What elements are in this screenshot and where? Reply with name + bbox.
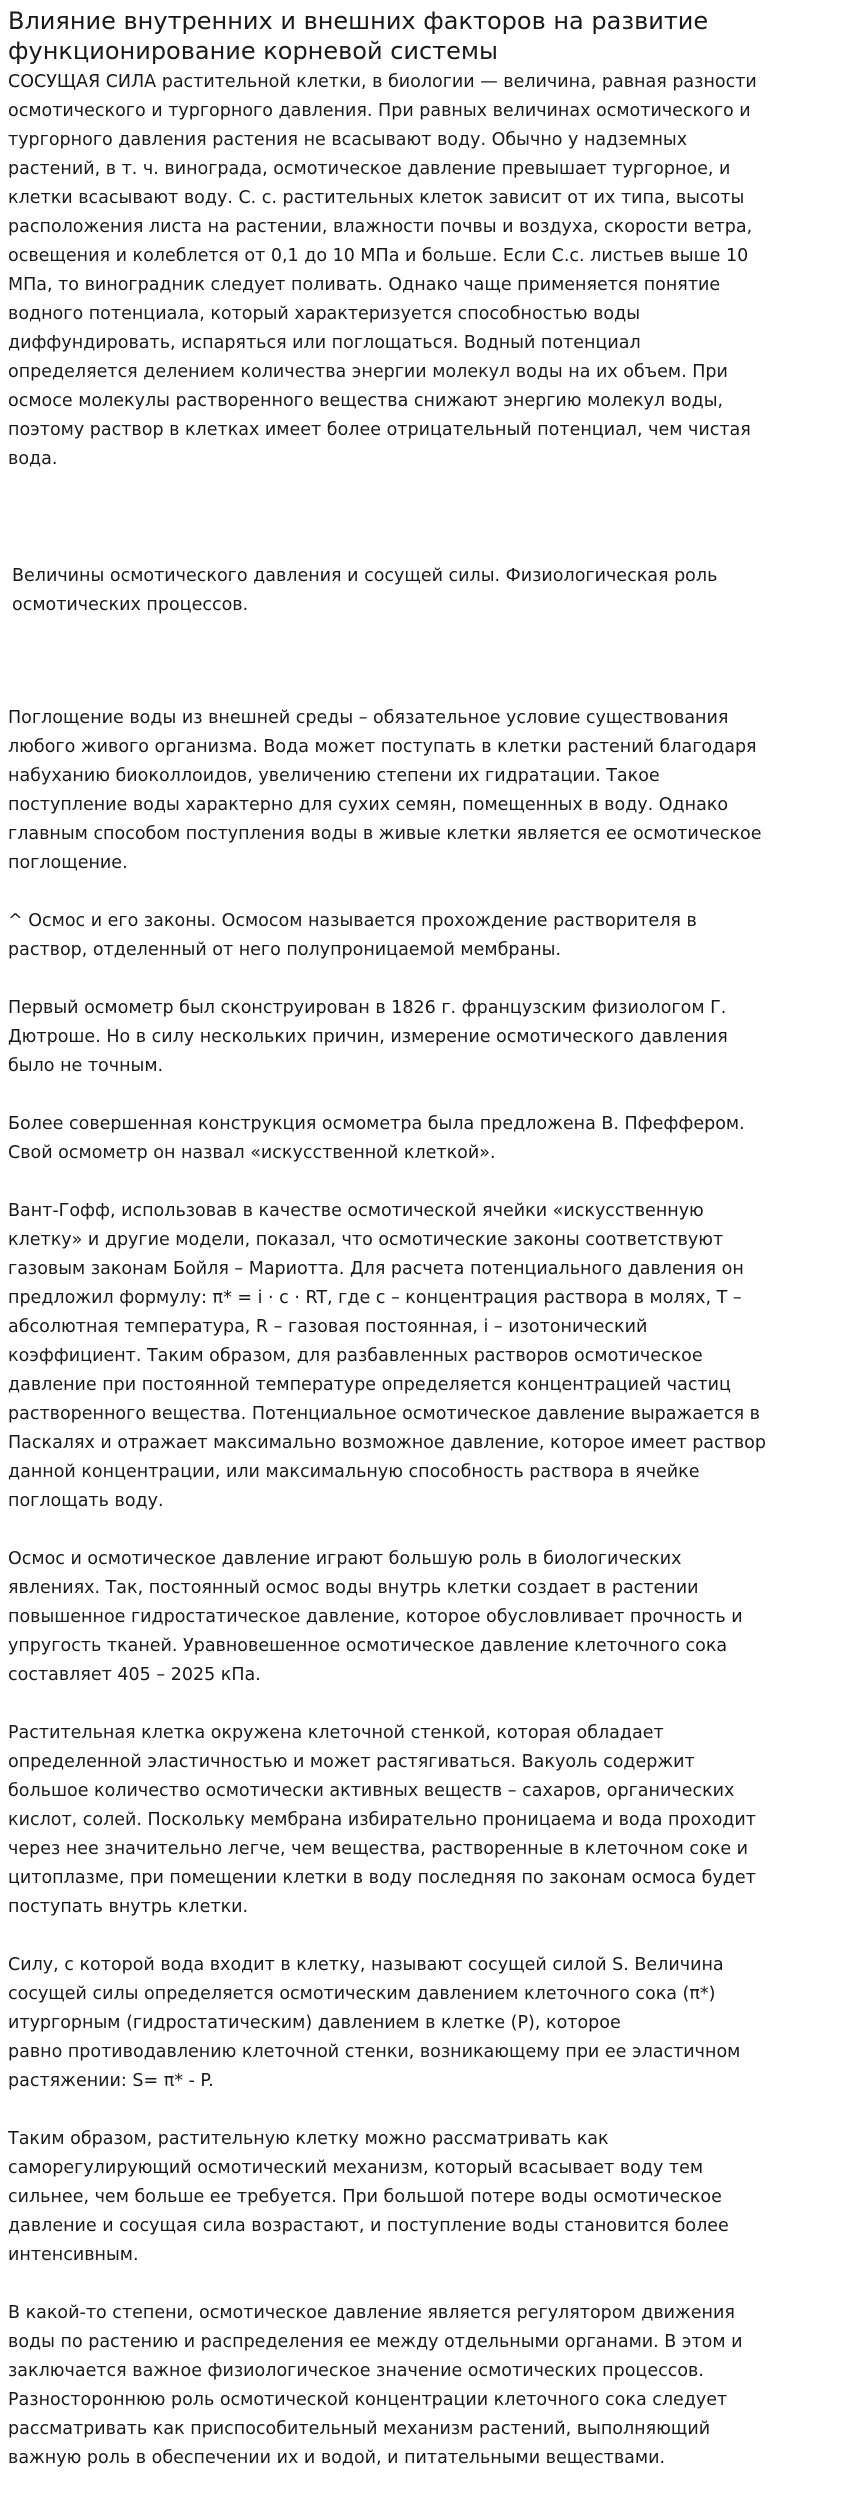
body-paragraph: Таким образом, растительную клетку можно рассматривать как саморегулирующий осмотический механизм, который всасывает воду тем сильнее, чем больше ее требуется. При большой потере воды осмотическое давление и сосущая сила возрастают, и поступление воды становится более интенсивным. [8,2129,729,2265]
body-paragraph: Силу, с которой вода входит в клетку, называют сосущей силой S. Величина сосущей силы определяется осмотическим давлением клеточного сока (π*) итургорным (гидростатическим) давлением в клетке (Р), которое равно противодавлению клеточной стенки, возникающему при ее эластичном растяжении: S= π* - P. [8,1955,741,2091]
spacer [8,620,839,704]
body-paragraph: ^ Осмос и его законы. Осмосом называется прохождение растворителя в раствор, отделенный от него полупроницаемой мембраны. [8,911,697,960]
body-paragraph: В какой-то степени, осмотическое давление является регулятором движения воды по растению и распределения ее между отдельными органами. В этом и заключается важное физиологическое значение осмотических процессов. Разностороннюю роль осмотической концентрации клеточного сока следует рассматривать как приспособительный механизм растений, выполняющий важную роль в обеспечении их и водой, и питательными веществами. [8,2303,743,2468]
spacer [8,474,839,562]
body-paragraph: Осмос и осмотическое давление играют большую роль в биологических явлениях. Так, постоянный осмос воды внутрь клетки создает в растении повышенное гидростатическое давление, которое обусловливает прочность и упругость тканей. Уравновешенное осмотическое давление клеточного сока составляет 405 – 2025 кПа. [8,1549,743,1685]
body-paragraph: Первый осмометр был сконструирован в 1826 г. французским физиологом Г. Дютроше. Но в силу нескольких причин, измерение осмотического давления было не точным. [8,998,728,1076]
body-paragraph: Поглощение воды из внешней среды – обязательное условие существования любого живого организма. Вода может поступать в клетки растений благодаря набуханию биоколлоидов, увеличению степени их гидратации. Такое поступление воды характерно для сухих семян, помещенных в воду. Однако главным способом поступления воды в живые клетки является ее осмотическое поглощение. [8,708,762,873]
section-subtitle: Величины осмотического давления и сосущей силы. Физиологическая роль осмотических процессов. [12,566,718,615]
body-paragraph: Вант-Гофф, использовав в качестве осмотической ячейки «искусственную клетку» и другие модели, показал, что осмотические законы соответствуют газовым законам Бойля – Мариотта. Для расчета потенциального давления он предложил формулу: π* = i · c · RT, где c – концентрация раствора в молях, T – абсолютная температура, R – газовая постоянная, i – изотонический коэффициент. Таким образом, для разбавленных растворов осмотическое давление при постоянной температуре определяется концентрацией частиц растворенного вещества. Потенциальное осмотическое давление выражается в Паскалях и отражает максимально возможное давление, которое имеет раствор данной концентрации, или максимальную способность раствора в ячейке поглощать воду. [8,1201,766,1511]
page-title: Влияние внутренних и внешних факторов на развитие функционирование корневой системы [8,7,709,65]
body-paragraph: Растительная клетка окружена клеточной стенкой, которая обладает определенной эластичностью и может растягиваться. Вакуоль содержит большое количество осмотически активных веществ – сахаров, органических кислот, солей. Поскольку мембрана избирательно проницаема и вода проходит через нее значительно легче, чем вещества, растворенные в клеточном соке и цитоплазме, при помещении клетки в воду последняя по законам осмоса будет поступать внутрь клетки. [8,1723,756,1917]
body-paragraph: Более совершенная конструкция осмометра была предложена В. Пфеффером. Свой осмометр он назвал «искусственной клеткой». [8,1114,745,1163]
intro-paragraph: СОСУЩАЯ СИЛА растительной клетки, в биологии — величина, равная разности осмотического и тургорного давления. При равных величинах осмотического и тургорного давления растения не всасывают воду. Обычно у надземных растений, в т. ч. винограда, осмотическое давление превышает тургорное, и клетки всасывают воду. С. с. растительных клеток зависит от их типа, высоты расположения листа на растении, влажности почвы и воздуха, скорости ветра, освещения и колеблется от 0,1 до 10 МПа и больше. Если С.с. листьев выше 10 МПа, то виноградник следует поливать. Однако чаще применяется понятие водного потенциала, который характеризуется способностью воды диффундировать, испаряться или поглощаться. Водный потенциал определяется делением количества энергии молекул воды на их объем. При осмосе молекулы растворенного вещества снижают энергию молекул воды, поэтому раствор в клетках имеет более отрицательный потенциал, чем чистая вода. [8,72,757,469]
